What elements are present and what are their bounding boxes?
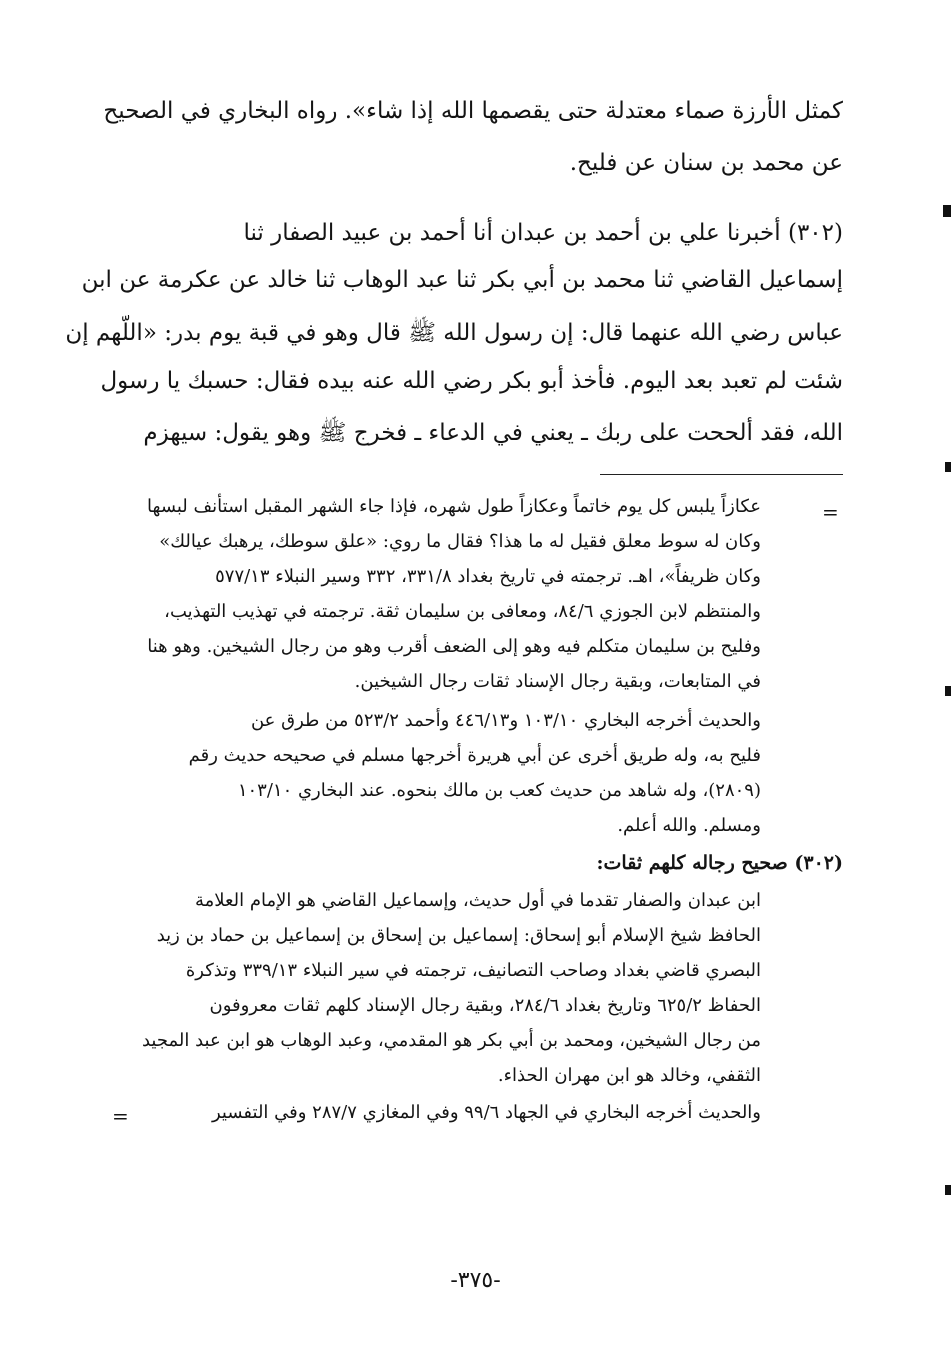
body-line: شئت لم تعبد بعد اليوم. فأخذ أبو بكر رضي الله عنه بيده فقال: حسبك يا رسول xyxy=(100,368,843,394)
page-number: -٣٧٥- xyxy=(450,1268,501,1293)
body-line: عن محمد بن سنان عن فليح. xyxy=(569,150,843,176)
footnote-line: الثقفي، وخالد هو ابن مهران الحذاء. xyxy=(497,1065,761,1086)
footnote-heading: (٣٠٢) صحيح رجاله كلهم ثقات: xyxy=(596,852,843,874)
footnote-line: والمنتظم لابن الجوزي ٨٤/٦، ومعافى بن سليمان ثقة. ترجمته في تهذيب التهذيب، xyxy=(164,601,761,622)
footnote-line: وكان له سوط معلق فقيل له ما هذا؟ فقال ما روي: «علق سوطك، يرهبك عيالك» xyxy=(159,531,761,552)
footnote-line: وكان ظريفاً»، اهـ. ترجمته في تاريخ بغداد ٣٣١/٨، ٣٣٢ وسير النبلاء ٥٧٧/١٣ xyxy=(215,566,761,587)
continuation-mark: = xyxy=(822,500,839,524)
scan-edge-mark xyxy=(945,686,951,696)
scan-edge-mark xyxy=(943,205,951,217)
body-line: إسماعيل القاضي ثنا محمد بن أبي بكر ثنا عبد الوهاب ثنا خالد عن عكرمة عن ابن xyxy=(81,267,843,293)
footnote-line: والحديث أخرجه البخاري في الجهاد ٩٩/٦ وفي المغازي ٢٨٧/٧ وفي التفسير xyxy=(211,1102,761,1123)
scan-edge-mark xyxy=(945,1185,951,1195)
footnote-line: (٢٨٠٩)، وله شاهد من حديث كعب بن مالك بنحوه. عند البخاري ١٠٣/١٠ xyxy=(237,780,761,801)
body-line: (٣٠٢) أخبرنا علي بن أحمد بن عبدان أنا أحمد بن عبيد الصفار ثنا xyxy=(243,220,843,246)
continuation-mark: = xyxy=(112,1104,129,1128)
scan-edge-mark xyxy=(945,462,951,472)
body-line: عباس رضي الله عنهما قال: إن رسول الله ﷺ قال وهو في قبة يوم بدر: «اللّهم إن xyxy=(65,320,843,346)
footnote-line: البصري قاضي بغداد وصاحب التصانيف، ترجمته في سير النبلاء ٣٣٩/١٣ وتذكرة xyxy=(185,960,761,981)
footnote-line: وفليح بن سليمان متكلم فيه وهو إلى الضعف أقرب وهو من رجال الشيخين. وهو هنا xyxy=(147,636,761,657)
footnote-line: ومسلم. والله أعلم. xyxy=(617,815,761,836)
footnote-line: عكازاً يلبس كل يوم خاتماً وعكازاً طول شهره، فإذا جاء الشهر المقبل استأنف لبسها xyxy=(147,496,761,517)
body-line: الله، فقد ألححت على ربك ـ يعني في الدعاء ـ فخرج ﷺ وهو يقول: سيهزم xyxy=(143,420,843,446)
footnote-line: الحافظ شيخ الإسلام أبو إسحاق: إسماعيل بن إسحاق بن إسماعيل بن حماد بن زيد xyxy=(156,925,761,946)
footnote-line: من رجال الشيخين، ومحمد بن أبي بكر هو المقدمي، وعبد الوهاب هو ابن عبد المجيد xyxy=(141,1030,761,1051)
footnote-line: الحفاظ ٦٢٥/٢ وتاريخ بغداد ٢٨٤/٦، وبقية رجال الإسناد كلهم ثقات معروفون xyxy=(209,995,761,1016)
footnote-line: والحديث أخرجه البخاري ١٠٣/١٠ و٤٤٦/١٣ وأحمد ٥٢٣/٢ من طرق عن xyxy=(250,710,761,731)
footnote-line: فليح به، وله طريق أخرى عن أبي هريرة أخرجها مسلم في صحيحه حديث رقم xyxy=(188,745,761,766)
footnote-line: ابن عبدان والصفار تقدما في أول حديث، وإسماعيل القاضي هو الإمام العلامة xyxy=(194,890,761,911)
body-line: كمثل الأرزة صماء معتدلة حتى يقصمها الله إذا شاء». رواه البخاري في الصحيح xyxy=(103,98,843,124)
footnote-line: في المتابعات، وبقية رجال الإسناد ثقات رجال الشيخين. xyxy=(354,671,761,692)
footnote-separator xyxy=(600,474,843,475)
